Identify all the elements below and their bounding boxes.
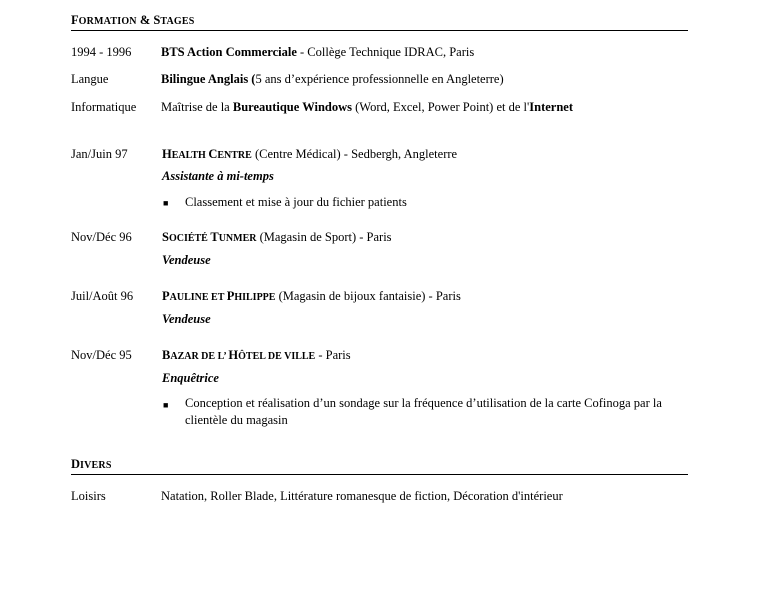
- heading-letter: D: [71, 457, 81, 471]
- employer-detail: - Paris: [315, 348, 351, 362]
- experience-date: Nov/Déc 96: [71, 230, 132, 244]
- employer-detail: (Centre Médical) - Sedbergh, Angleterre: [251, 147, 458, 161]
- experience-employer: [162, 289, 461, 305]
- employer-text: AZAR DE L’: [170, 351, 229, 362]
- employer-text: UNMER: [218, 233, 257, 244]
- heading-ampersand: &: [136, 13, 154, 27]
- section-heading-divers: [71, 457, 688, 475]
- diploma-school: - Collège Technique IDRAC, Paris: [296, 45, 475, 59]
- employer-text: AULINE ET: [169, 292, 227, 303]
- heading-letter: S: [153, 13, 161, 27]
- experience-task: Conception et réalisation d’un sondage sur la fréquence d’utilisation de la carte Cofinoga par la clientèle du magasin: [185, 396, 662, 427]
- experience-role: Vendeuse: [162, 253, 211, 267]
- heading-letter: F: [71, 13, 79, 27]
- employer-letter: S: [162, 230, 169, 244]
- it-text: Maîtrise de la: [161, 100, 233, 114]
- experience-role: Assistante à mi-temps: [162, 169, 274, 183]
- language-label: Langue: [71, 72, 109, 86]
- formation-date: 1994 - 1996: [71, 45, 132, 59]
- experience-date: Jan/Juin 97: [71, 147, 128, 161]
- it-label: Informatique: [71, 100, 137, 114]
- employer-letter: P: [226, 289, 235, 303]
- employer-letter: P: [162, 289, 170, 303]
- employer-detail: (Magasin de Sport) - Paris: [256, 230, 392, 244]
- employer-text: ENTRE: [217, 150, 252, 161]
- heading-text: ORMATION: [78, 16, 137, 27]
- employer-text: OCIÉTÉ: [168, 233, 211, 244]
- section-heading-formation: [71, 13, 688, 31]
- experience-date: Juil/Août 96: [71, 289, 134, 303]
- employer-letter: H: [162, 147, 172, 161]
- employer-letter: T: [210, 230, 219, 244]
- experience-employer: [162, 348, 351, 364]
- it-office: Bureautique Windows: [232, 100, 352, 114]
- employer-letter: H: [228, 348, 239, 362]
- language-value: [161, 72, 504, 87]
- employer-text: HILIPPE: [234, 292, 276, 303]
- employer-text: ÔTEL DE VILLE: [238, 351, 316, 362]
- employer-text: EALTH: [171, 150, 209, 161]
- experience-employer: [162, 147, 457, 163]
- employer-detail: (Magasin de bijoux fantaisie) - Paris: [275, 289, 461, 303]
- experience-task: Classement et mise à jour du fichier patients: [185, 195, 407, 209]
- heading-text: TAGES: [160, 16, 195, 27]
- employer-letter: B: [162, 348, 171, 362]
- employer-letter: C: [208, 147, 218, 161]
- language-level: Bilingue Anglais (: [161, 72, 256, 86]
- hobbies-label: Loisirs: [71, 489, 106, 503]
- experience-employer: [162, 230, 392, 246]
- language-detail: 5 ans d’expérience professionnelle en Angleterre): [255, 72, 504, 86]
- formation-diploma: [161, 45, 474, 60]
- bullet-icon: ■: [163, 198, 169, 208]
- it-internet: Internet: [529, 100, 573, 114]
- hobbies-value: Natation, Roller Blade, Littérature romanesque de fiction, Décoration d'intérieur: [161, 489, 563, 503]
- bullet-icon: ■: [163, 400, 169, 410]
- it-value: [161, 100, 573, 115]
- experience-role: Enquêtrice: [162, 371, 219, 385]
- heading-text: IVERS: [80, 460, 112, 471]
- it-text: (Word, Excel, Power Point) et de l': [352, 100, 530, 114]
- experience-date: Nov/Déc 95: [71, 348, 132, 362]
- diploma-title: BTS Action Commerciale: [161, 45, 297, 59]
- experience-role: Vendeuse: [162, 312, 211, 326]
